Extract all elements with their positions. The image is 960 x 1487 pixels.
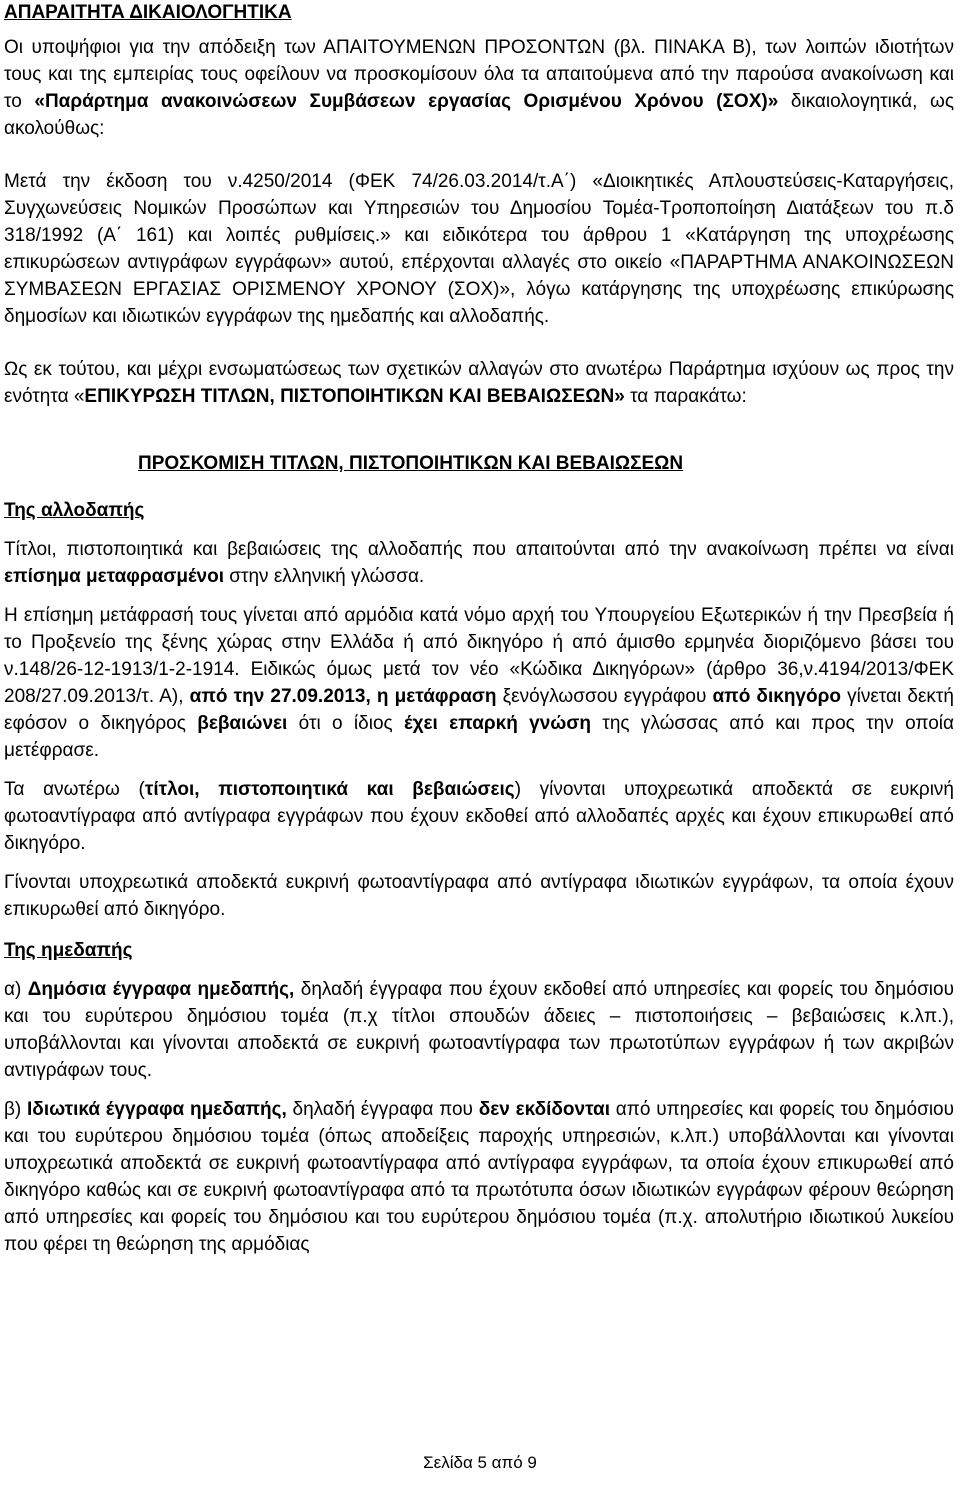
text-run: δικαιολογητικά, ως ακολούθως: xyxy=(4,91,954,139)
bold-text-run: Δημόσια έγγραφα ημεδαπής, xyxy=(27,979,295,1000)
text-run: Γίνονται υποχρεωτικά αποδεκτά ευκρινή φωτοαντίγραφα από αντίγραφα ιδιωτικών εγγράφων, τα οποία έχουν επικυρωθεί από δικηγόρο. xyxy=(4,872,954,920)
intro-paragraph xyxy=(4,34,954,142)
text-run: Τίτλοι, πιστοποιητικά και βεβαιώσεις της αλλοδαπής που απαιτούνται από την ανακοίνωση πρέπει να είναι xyxy=(4,539,954,560)
bold-text-run: δεν εκδίδονται xyxy=(478,1099,610,1120)
applicable-paragraph xyxy=(4,356,954,410)
translation-paragraph xyxy=(4,602,954,764)
page-heading: ΑΠΑΡΑΙΤΗΤΑ ΔΙΚΑΙΟΛΟΓΗΤΙΚΑ xyxy=(4,2,292,23)
foreign-titles-paragraph xyxy=(4,536,954,590)
section-heading: ΠΡΟΣΚΟΜΙΣΗ ΤΙΤΛΩΝ, ΠΙΣΤΟΠΟΙΗΤΙΚΩΝ ΚΑΙ ΒΕΒΑΙΩΣΕΩΝ xyxy=(138,453,684,474)
text-run: τα παρακάτω: xyxy=(624,386,747,407)
bold-text-run: βεβαιώνει xyxy=(197,713,288,734)
foreign-subheading: Της αλλοδαπής xyxy=(4,500,145,521)
text-run: δηλαδή έγγραφα που xyxy=(286,1099,479,1120)
bold-text-run: από δικηγόρο xyxy=(712,686,841,707)
text-run: της γλώσσας από και προς την οποία μετέφρασε. xyxy=(4,713,954,761)
text-run: δηλαδή έγγραφα που έχουν εκδοθεί από υπηρεσίες και φορείς του δημόσιου και του ευρύτερου δημόσιου τομέα (π.χ τίτλοι σπουδών άδειες – πιστοποιήσεις – βεβαιώσεις κ.λπ.), υποβάλλονται και γίνονται αποδεκτά σε ευκρινή φωτοαντίγραφα των πρωτοτύπων εγγράφων ή των ακριβών αντιγράφων τους. xyxy=(4,979,954,1081)
bold-text-run: από την 27.09.2013, η μετάφραση xyxy=(189,686,497,707)
text-run: Η επίσημη μετάφρασή τους γίνεται από αρμόδια κατά νόμο αρχή του Υπουργείου Εξωτερικών ή την Πρεσβεία ή το Προξενείο της ξένης χώρας στην Ελλάδα ή από δικηγόρο ή από άμισθο ερμηνέα διοριζόμενο βάσει του ν.148/26-12-1913/1-2-1914. Ειδικώς όμως μετά τον νέο «Κώδικα Δικηγόρων» (άρθρο 36,ν.4194/2013/ΦΕΚ 208/27.09.2013/τ. Α), xyxy=(4,605,954,707)
text-run: ) γίνονται υποχρεωτικά αποδεκτά σε ευκρινή φωτοαντίγραφα από αντίγραφα εγγράφων που έχουν εκδοθεί από αλλοδαπές αρχές και έχουν επικυρωθεί από δικηγόρο. xyxy=(4,779,954,854)
text-run: Οι υποψήφιοι για την απόδειξη των ΑΠΑΙΤΟΥΜΕΝΩΝ ΠΡΟΣΟΝΤΩΝ (βλ. ΠΙΝΑΚΑ Β), των λοιπών ιδιοτήτων τους και της εμπειρίας τους οφείλουν να προσκομίσουν όλα τα απαιτούμενα από την παρούσα ανακοίνωση και το xyxy=(4,37,954,112)
text-run: γίνεται δεκτή εφόσον ο δικηγόρος xyxy=(4,686,954,734)
text-run: στην ελληνική γλώσσα. xyxy=(223,566,425,587)
private-docs-paragraph xyxy=(4,869,954,923)
bold-text-run: επίσημα μεταφρασμένοι xyxy=(4,566,224,587)
bold-text-run: έχει επαρκή γνώση xyxy=(404,713,591,734)
bold-text-run: «Παράρτημα ανακοινώσεων Συμβάσεων εργασίας Ορισμένου Χρόνου (ΣΟΧ)» xyxy=(34,91,779,112)
law-change-paragraph xyxy=(4,168,954,330)
text-run: α) xyxy=(4,979,28,1000)
text-run: Ως εκ τούτου, και μέχρι ενσωματώσεως των σχετικών αλλαγών στο ανωτέρω Παράρτημα ισχύουν ως προς την ενότητα « xyxy=(4,359,954,407)
text-run: β) xyxy=(4,1099,28,1120)
text-run: ξενόγλωσσου εγγράφου xyxy=(496,686,713,707)
private-domestic-paragraph xyxy=(4,1096,954,1258)
bold-text-run: ΕΠΙΚΥΡΩΣΗ ΤΙΤΛΩΝ, ΠΙΣΤΟΠΟΙΗΤΙΚΩΝ ΚΑΙ ΒΕΒΑΙΩΣΕΩΝ» xyxy=(84,386,625,407)
text-run: ότι ο ίδιος xyxy=(287,713,405,734)
page-number-footer: Σελίδα 5 από 9 xyxy=(423,1453,537,1472)
text-run: Μετά την έκδοση του ν.4250/2014 (ΦΕΚ 74/26.03.2014/τ.Α΄) «Διοικητικές Απλουστεύσεις-Καταργήσεις, Συγχωνεύσεις Νομικών Προσώπων και Υπηρεσιών του Δημοσίου Τομέα-Τροποποίηση Διατάξεων του π.δ 318/1992 (Α΄ 161) και λοιπές ρυθμίσεις.» και ειδικότερα του άρθρου 1 «Κατάργηση της υποχρέωσης επικυρώσεων αντιγράφων εγγράφων» αυτού, επέρχονται αλλαγές στο οικείο «ΠΑΡΑΡΤΗΜΑ ΑΝΑΚΟΙΝΩΣΕΩΝ ΣΥΜΒΑΣΕΩΝ ΕΡΓΑΣΙΑΣ ΟΡΙΣΜΕΝΟΥ ΧΡΟΝΟΥ (ΣΟΧ)», λόγω κατάργησης της υποχρέωσης επικύρωσης δημοσίων και ιδιωτικών εγγράφων της ημεδαπής και αλλοδαπής. xyxy=(4,171,954,327)
text-run: από υπηρεσίες και φορείς του δημόσιου και του ευρύτερου δημόσιου τομέα (όπως αποδείξεις παροχής υπηρεσιών, κ.λπ.) υποβάλλονται και γίνονται υποχρεωτικά αποδεκτά σε ευκρινή φωτοαντίγραφα από αντίγραφα εγγράφων, τα οποία έχουν επικυρωθεί από δικηγόρο καθώς και σε ευκρινή φωτοαντίγραφα από τα πρωτότυπα όσων ιδιωτικών εγγράφων φέρουν θεώρηση από υπηρεσίες και φορείς του δημόσιου και του ευρύτερου δημόσιου τομέα (π.χ. απολυτήριο ιδιωτικού λυκείου που φέρει τη θεώρηση της αρμόδιας xyxy=(4,1099,954,1255)
bold-text-run: τίτλοι, πιστοποιητικά και βεβαιώσεις xyxy=(144,779,515,800)
text-run: Τα ανωτέρω ( xyxy=(4,779,145,800)
document-page xyxy=(4,0,954,1258)
public-docs-paragraph xyxy=(4,976,954,1084)
accepted-copies-paragraph xyxy=(4,776,954,857)
bold-text-run: Ιδιωτικά έγγραφα ημεδαπής, xyxy=(27,1099,287,1120)
domestic-subheading: Της ημεδαπής xyxy=(4,940,133,961)
